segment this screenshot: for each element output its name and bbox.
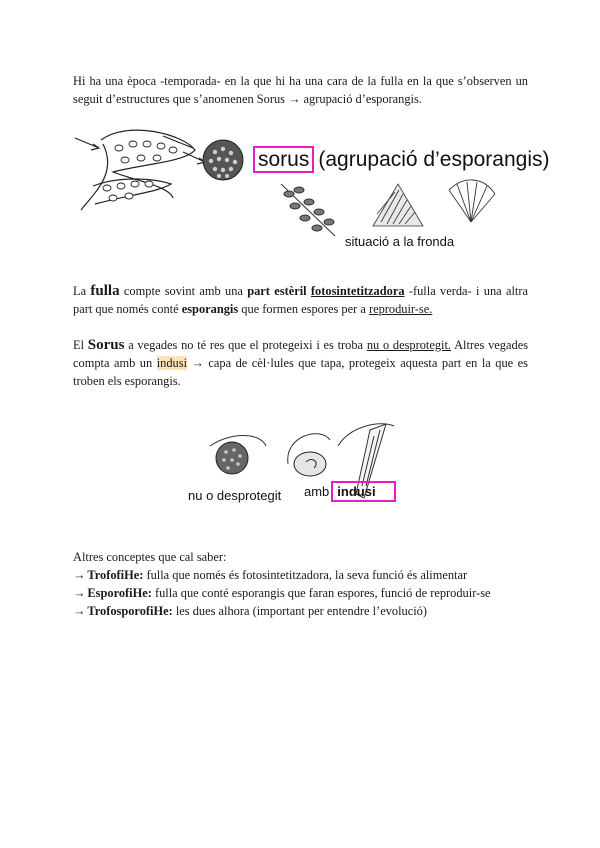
text: a vegades no té res que el protegeixi i es troba [124, 338, 367, 352]
arrow-icon: → [73, 586, 86, 600]
fronda-caption: situació a la fronda [345, 234, 455, 249]
text: Altres vegades compta amb un [73, 338, 529, 370]
concept-desc: les dues alhora (important per entendre l’evolució) [172, 604, 428, 618]
concept-term: TrofosporofiHe: [87, 604, 173, 618]
concept-desc: fulla que només és fotosintetitzadora, la seva funció és alimentar [143, 568, 468, 582]
arrow-icon: → [73, 568, 86, 582]
nu-caption: nu o desprotegit [188, 488, 282, 503]
text: -fulla verda- i una altra part que només conté [73, 284, 528, 316]
indusi-figure [180, 416, 420, 510]
sorus-illustration [73, 114, 528, 254]
fulla-paragraph [73, 282, 528, 318]
concept-term: EsporofiHe: [87, 586, 152, 600]
term-part-esteril: part estèril [247, 284, 307, 298]
term-reproduir: reproduir-se. [368, 302, 433, 316]
amb-label: amb [304, 484, 330, 499]
concept-term: TrofofiHe: [87, 568, 144, 582]
sorus-figure [73, 114, 550, 254]
term-fulla: fulla [90, 283, 120, 299]
concept-item [73, 602, 528, 620]
text: La [73, 284, 91, 298]
sorus-label [253, 148, 550, 172]
text: → capa de cèl·lules que tapa, protegeix aquesta part en la que es troben els esporangis. [73, 356, 528, 388]
text: compte sovint amb una [119, 284, 248, 298]
concept-item [73, 584, 528, 602]
concept-item [73, 566, 528, 584]
sorus-paragraph [73, 336, 528, 390]
term-indusi: indusi [156, 356, 188, 370]
sorus-highlight-box: sorus [253, 146, 314, 173]
concepts-intro: Altres conceptes que cal saber: [73, 550, 227, 564]
text: El [73, 338, 88, 352]
concept-desc: fulla que conté esporangis que faran espores, funció de reproduir-se [151, 586, 491, 600]
term-fotosintetitzadora: fotosintetitzadora [310, 284, 405, 298]
term-esporangis: esporangis [181, 302, 239, 316]
indusi-highlight-box: indusi [331, 481, 395, 502]
amb-indusi-caption [304, 484, 396, 499]
text: que formen espores per a [238, 302, 369, 316]
sorus-label-rest: (agrupació d’esporangis) [318, 148, 550, 171]
term-sorus: Sorus [87, 337, 125, 353]
arrow-icon: → [73, 604, 86, 618]
intro-paragraph: Hi ha una època -temporada- en la que hi ha una cara de la fulla en la que s’observen un seguit d’estructures que s’anomenen Sorus → agrupació d’esporangis. [73, 74, 528, 106]
term-nu: nu o desprotegit. [366, 338, 452, 352]
